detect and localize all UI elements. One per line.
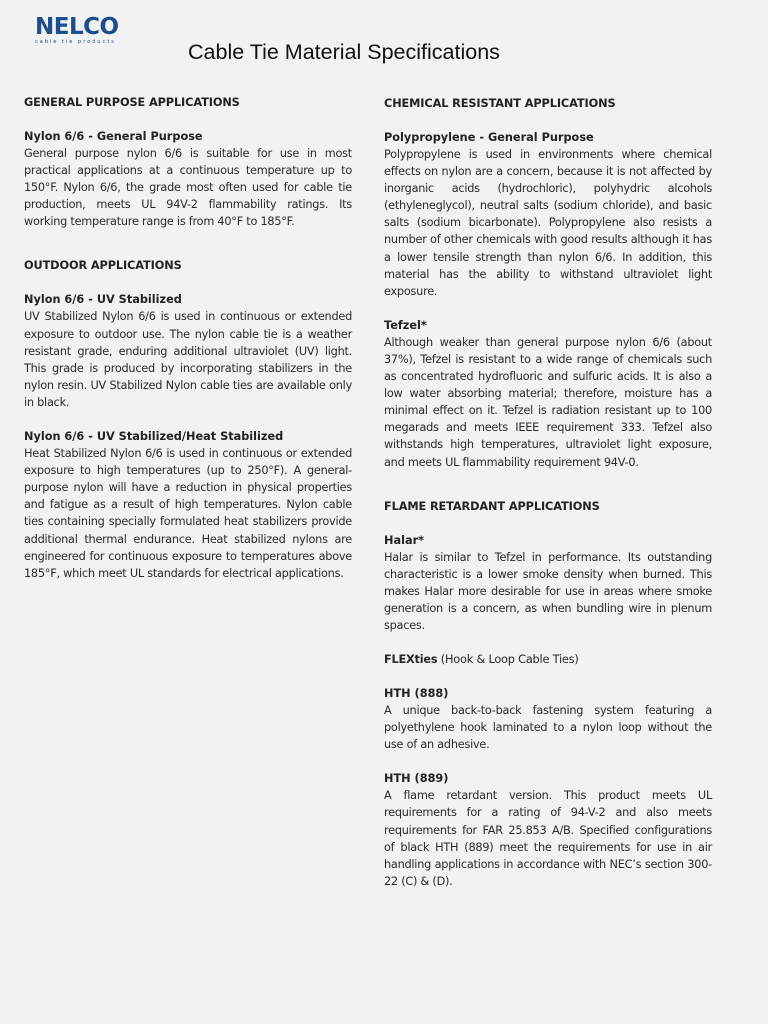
flexties-name: FLEXties <box>384 653 438 667</box>
hth889-body: A flame retardant version. This product meets UL requirements for a rating of 94-V-2 and also meets requirements for FAR 25.853 A/B. Specified configurations of black HTH (889) meet the requirements for use in air handling applications in accordance with NEC’s section 300-22 (C) & (D). <box>384 789 712 888</box>
flexties-description: (Hook & Loop Cable Ties) <box>437 653 579 667</box>
chemical-resistant-heading: CHEMICAL RESISTANT APPLICATIONS <box>384 97 616 110</box>
nylon-heat-body: Heat Stabilized Nylon 6/6 is used in continuous or extended exposure to high temperatures (up to 250°F). A general-purpose nylon will have a reduction in physical properties and fatigue as a result of high temperatures. Nylon cable ties containing specially formulated heat stabilizers provide additional thermal endurance. Heat stabilized nylons are engineered for continuous exposure to temperatures above 185°F, which meet UL standards for electrical applications. <box>24 447 352 580</box>
nelco-logo <box>35 15 135 45</box>
outdoor-heading: OUTDOOR APPLICATIONS <box>24 259 182 273</box>
nylon-uv-subheading: Nylon 6/6 - UV Stabilized <box>24 293 182 307</box>
nylon-heat-subheading: Nylon 6/6 - UV Stabilized/Heat Stabilized <box>24 430 284 444</box>
left-column <box>24 95 352 582</box>
tefzel-body: Although weaker than general purpose nylon 6/6 (about 37%), Tefzel is resistant to a wide range of chemicals such as concentrated hydrofluoric and sulfuric acids. It is also a low water absorbing material; therefore, moisture has a minimal effect on it. Tefzel is radiation resistant up to 100 megarads and meets IEEE requirement 333. Tefzel also withstands high temperatures, ultraviolet light exposure, and meets UL flammability requirement 94V-0. <box>384 335 712 469</box>
general-purpose-heading: GENERAL PURPOSE APPLICATIONS <box>24 96 240 109</box>
nylon-general-subheading: Nylon 6/6 - General Purpose <box>24 130 203 143</box>
flexties-line <box>384 651 712 668</box>
nylon-uv-body: UV Stabilized Nylon 6/6 is used in continuous or extended exposure to outdoor use. The nylon cable tie is a weather resistant grade, enduring additional ultraviolet (UV) light. This grade is produced by incorporating stabilizers in the nylon resin. UV Stabilized Nylon cable ties are available only in black. <box>24 310 352 409</box>
page-title: Cable Tie Material Specifications <box>188 40 500 64</box>
polypropylene-body: Polypropylene is used in environments where chemical effects on nylon are a concern, because it is not affected by inorganic acids (hydrochloric), polyhydric alcohols (ethyleneglycol), neutral salts (sodium chloride), and basic salts (sodium bicarbonate). Polypropylene also resists a number of other chemicals with good results although it has a lower tensile strength than nylon 6/6. In addition, this material has the ability to withstand ultraviolet light exposure. <box>384 148 712 298</box>
halar-body: Halar is similar to Tefzel in performance. Its outstanding characteristic is a lower smoke density when burned. This makes Halar more desirable for use in areas where smoke generation is a concern, as when bundling wire in plenum spaces. <box>384 550 712 632</box>
hth888-body: A unique back-to-back fastening system featuring a polyethylene hook laminated to a nylon loop without the use of an adhesive. <box>384 704 712 752</box>
halar-subheading: Halar* <box>384 533 425 547</box>
right-column <box>384 96 712 890</box>
flame-retardant-heading: FLAME RETARDANT APPLICATIONS <box>384 499 600 513</box>
logo-tagline: cable tie products <box>35 39 116 45</box>
hth888-subheading: HTH (888) <box>384 687 449 701</box>
polypropylene-subheading: Polypropylene - General Purpose <box>384 131 594 144</box>
nylon-general-body: General purpose nylon 6/6 is suitable for use in most practical applications at a continuous temperature up to 150°F. Nylon 6/6, the grade most often used for cable tie production, meets UL 94V-2 flammability ratings. Its working temperature range is from 40°F to 185°F. <box>24 147 352 229</box>
logo-wordmark: NELCO <box>35 14 119 40</box>
tefzel-subheading: Tefzel* <box>384 318 427 332</box>
hth889-subheading: HTH (889) <box>384 772 449 786</box>
